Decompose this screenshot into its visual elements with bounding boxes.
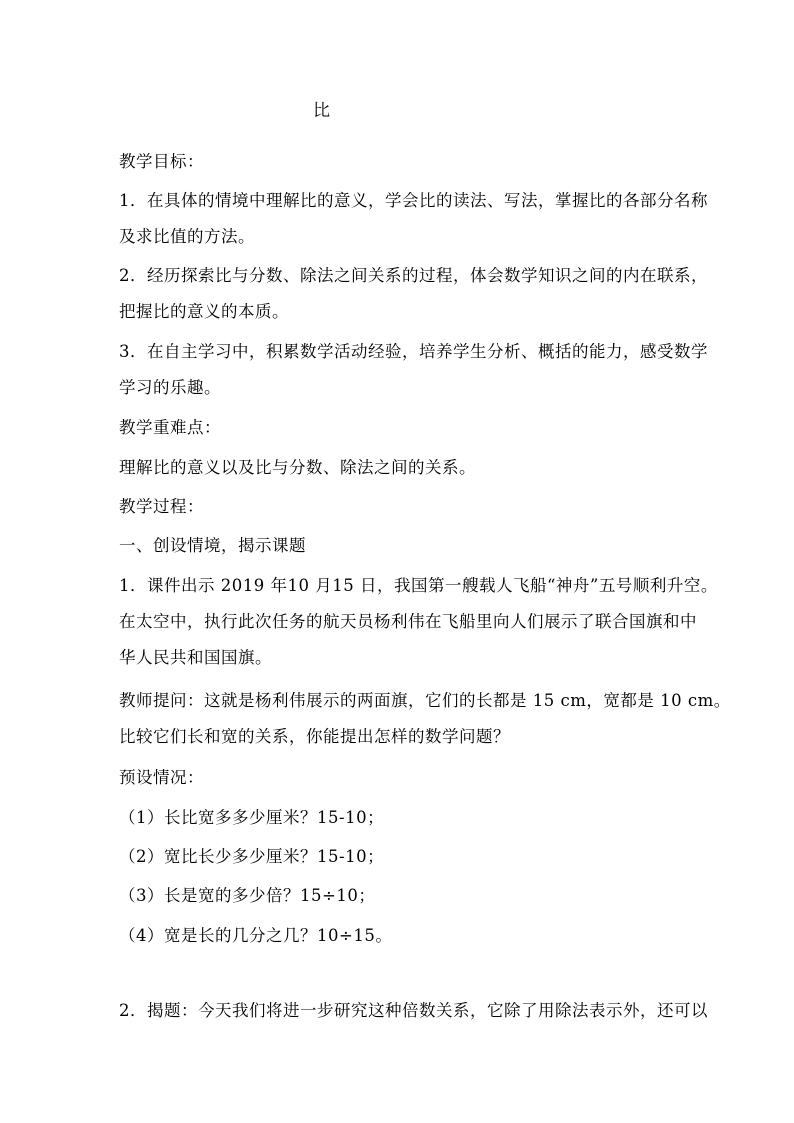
process-heading: 教学过程： xyxy=(119,497,204,516)
objective-3 xyxy=(119,334,708,406)
teacher-question xyxy=(119,683,731,755)
objective-1 xyxy=(119,183,708,255)
key-points-text: 理解比的意义以及比与分数、除法之间的关系。 xyxy=(119,458,476,477)
teacher-question-line-1: 教师提问：这就是杨利伟展示的两面旗，它们的长都是 15 cm，宽都是 10 cm。 xyxy=(119,691,731,710)
step-2: 2．揭题：今天我们将进一步研究这种倍数关系，它除了用除法表示外，还可以 xyxy=(119,1001,708,1020)
preset-item-2: （2）宽比长少多少厘米？15-10； xyxy=(119,847,385,866)
objective-2 xyxy=(119,258,708,330)
objective-2-line-2: 把握比的意义的本质。 xyxy=(119,302,289,321)
preset-item-3: （3）长是宽的多少倍？15÷10； xyxy=(119,886,376,905)
objective-3-line-1: 3．在自主学习中，积累数学活动经验，培养学生分析、概括的能力，感受数学 xyxy=(119,342,708,361)
objective-1-line-1: 1．在具体的情境中理解比的意义，学会比的读法、写法，掌握比的各部分名称 xyxy=(119,191,708,210)
section1-heading: 一、创设情境，揭示课题 xyxy=(119,536,306,555)
step-1 xyxy=(119,568,718,676)
objectives-heading: 教学目标： xyxy=(119,152,204,171)
step-1-line-2: 在太空中，执行此次任务的航天员杨利伟在飞船里向人们展示了联合国旗和中 xyxy=(119,612,697,631)
preset-item-4: （4）宽是长的几分之几？10÷15。 xyxy=(119,926,393,945)
key-points-heading: 教学重难点： xyxy=(119,418,221,437)
objective-3-line-2: 学习的乐趣。 xyxy=(119,378,221,397)
step-1-line-1: 1．课件出示 2019 年10 月15 日，我国第一艘载人飞船“神舟”五号顺利升空。 xyxy=(119,576,718,595)
teacher-question-line-2: 比较它们长和宽的关系，你能提出怎样的数学问题？ xyxy=(119,727,510,746)
objective-2-line-1: 2．经历探索比与分数、除法之间关系的过程，体会数学知识之间的内在联系， xyxy=(119,266,708,285)
preset-heading: 预设情况： xyxy=(119,768,204,787)
objective-1-line-2: 及求比值的方法。 xyxy=(119,227,255,246)
step-1-line-3: 华人民共和国国旗。 xyxy=(119,648,272,667)
preset-item-1: （1）长比宽多多少厘米？15-10； xyxy=(119,808,385,827)
page-title: 比 xyxy=(313,101,330,121)
